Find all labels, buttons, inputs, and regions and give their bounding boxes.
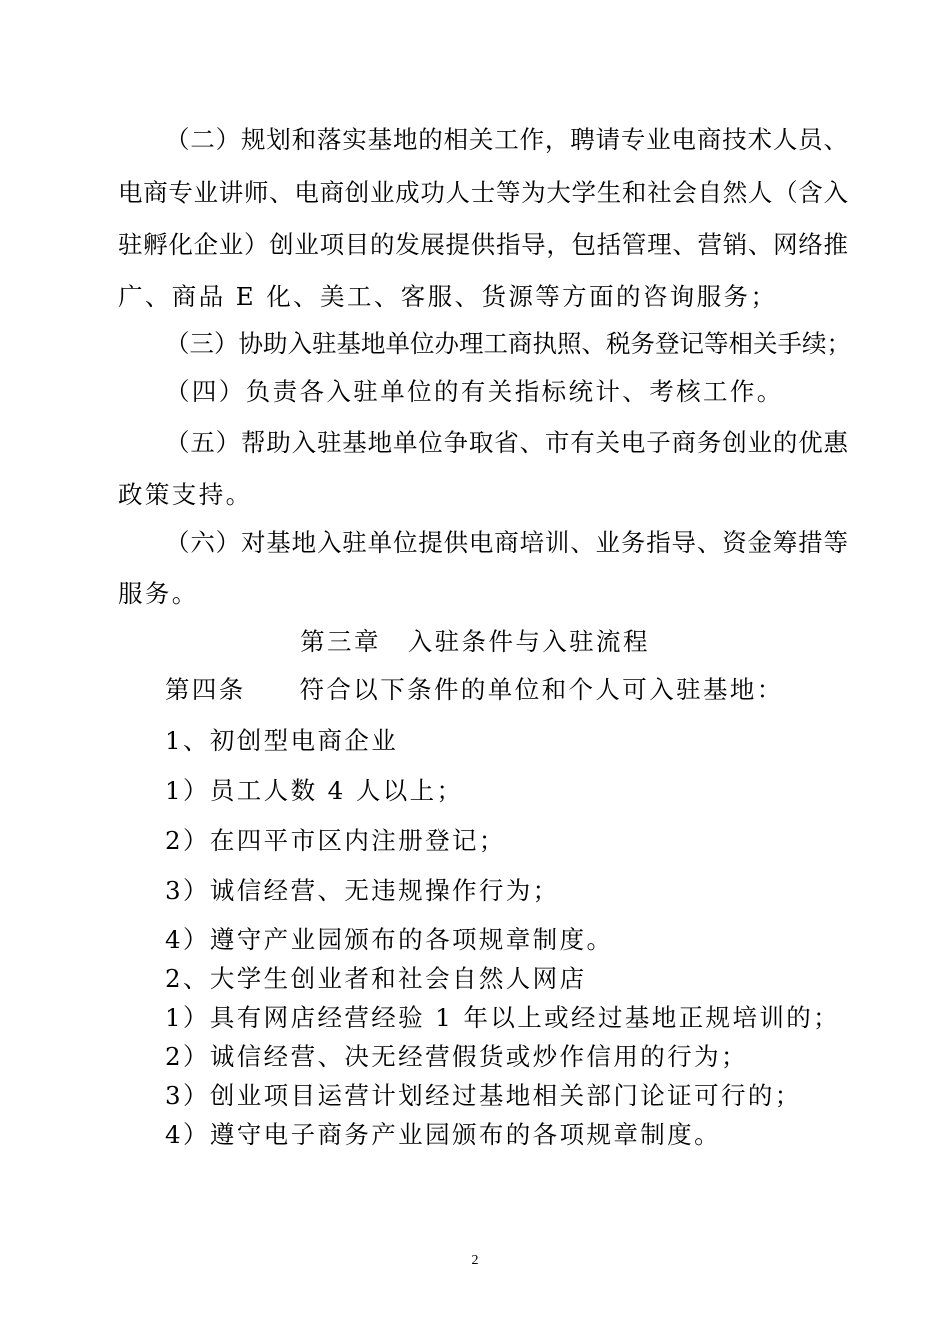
paragraph-line: （二）规划和落实基地的相关工作，聘请专业电商技术人员、 [165, 125, 848, 154]
list-heading: 2、大学生创业者和社会自然人网店 [165, 964, 587, 993]
paragraph-line: 驻孵化企业）创业项目的发展提供指导，包括管理、营销、网络推 [118, 230, 848, 259]
paragraph-line: （五）帮助入驻基地单位争取省、市有关电子商务创业的优惠 [165, 428, 848, 457]
list-item: 3）创业项目运营计划经过基地相关部门论证可行的； [165, 1081, 802, 1110]
paragraph-line: 政策支持。 [118, 480, 253, 509]
list-item: 1）具有网店经营经验 1 年以上或经过基地正规培训的； [165, 1003, 841, 1032]
paragraph-line: 电商专业讲师、电商创业成功人士等为大学生和社会自然人（含入 [118, 178, 848, 207]
list-item: 2）诚信经营、决无经营假货或炒作信用的行为； [165, 1042, 748, 1071]
paragraph-line: （六）对基地入驻单位提供电商培训、业务指导、资金筹措等 [165, 528, 848, 557]
page-number: 2 [471, 1253, 479, 1268]
paragraph-line: 广、商品 E 化、美工、客服、货源等方面的咨询服务； [118, 282, 778, 311]
paragraph-line: （三）协助入驻基地单位办理工商执照、税务登记等相关手续； [165, 329, 851, 358]
list-item: 4）遵守电子商务产业园颁布的各项规章制度。 [165, 1120, 721, 1149]
list-item: 4）遵守产业园颁布的各项规章制度。 [165, 925, 614, 954]
list-item: 2）在四平市区内注册登记； [165, 826, 506, 855]
paragraph-line: 服务。 [118, 579, 199, 608]
list-heading: 1、初创型电商企业 [165, 726, 399, 755]
list-item: 3）诚信经营、无违规操作行为； [165, 876, 560, 905]
paragraph-line: （四）负责各入驻单位的有关指标统计、考核工作。 [165, 377, 784, 406]
list-item: 1）员工人数 4 人以上； [165, 776, 464, 805]
chapter-heading: 第三章 入驻条件与入驻流程 [300, 627, 650, 656]
article-heading: 第四条 符合以下条件的单位和个人可入驻基地： [165, 675, 784, 704]
